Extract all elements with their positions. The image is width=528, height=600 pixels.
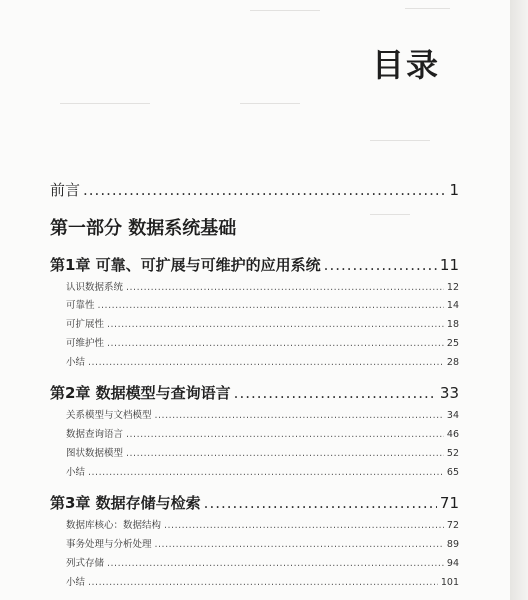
leader-dots: [164, 520, 444, 531]
toc-section-page: 25: [446, 338, 459, 349]
leader-dots: [126, 448, 444, 459]
toc-section[interactable]: [66, 536, 459, 550]
toc-section[interactable]: [66, 555, 459, 569]
toc-section-label: 小结: [66, 467, 86, 478]
toc-section-page: 65: [446, 467, 459, 478]
toc-section[interactable]: [66, 297, 459, 311]
leader-dots: [234, 384, 437, 402]
toc-section[interactable]: [66, 574, 459, 588]
toc-section-label: 可扩展性: [66, 319, 105, 330]
toc-section-label: 关系模型与文档模型: [66, 410, 152, 421]
leader-dots: [83, 181, 446, 199]
leader-dots: [107, 558, 444, 569]
toc-section-page: 101: [440, 577, 459, 588]
toc-chapter-title: 第1章 可靠、可扩展与可维护的应用系统: [50, 256, 321, 274]
toc-section[interactable]: [66, 316, 459, 330]
toc-section[interactable]: [66, 354, 459, 368]
toc-section-label: 小结: [66, 577, 86, 588]
toc-preface-label: 前言: [50, 181, 81, 199]
show-through-line: [370, 140, 430, 141]
toc-title: 目录: [371, 46, 440, 84]
toc-section-label: 事务处理与分析处理: [66, 539, 152, 550]
leader-dots: [155, 410, 444, 421]
leader-dots: [204, 494, 437, 512]
show-through-line: [60, 103, 150, 104]
toc-section-page: 46: [446, 429, 459, 440]
toc-section-label: 小结: [66, 357, 86, 368]
toc-section-page: 18: [446, 319, 459, 330]
toc-section-label: 图状数据模型: [66, 448, 124, 459]
leader-dots: [107, 338, 444, 349]
leader-dots: [88, 577, 438, 588]
toc-section-page: 28: [446, 357, 459, 368]
show-through-line: [370, 214, 410, 215]
toc-section[interactable]: [66, 426, 459, 440]
toc-section-page: 52: [446, 448, 459, 459]
toc-section-page: 89: [446, 539, 459, 550]
leader-dots: [88, 467, 444, 478]
toc-chapter[interactable]: [50, 254, 459, 275]
leader-dots: [126, 282, 444, 293]
toc-section-label: 认识数据系统: [66, 282, 124, 293]
leader-dots: [88, 357, 444, 368]
toc-section-page: 34: [446, 410, 459, 421]
show-through-line: [250, 10, 320, 11]
toc-preface-page: 1: [449, 181, 459, 199]
toc-chapter-title: 第2章 数据模型与查询语言: [50, 384, 231, 402]
part-title: 第一部分 数据系统基础: [50, 218, 237, 239]
toc-section-label: 数据库核心：数据结构: [66, 520, 162, 531]
leader-dots: [324, 256, 437, 274]
toc-preface[interactable]: [50, 179, 459, 200]
toc-chapter-page: 71: [439, 494, 459, 512]
toc-chapter[interactable]: [50, 492, 459, 513]
toc-chapter-page: 11: [439, 256, 459, 274]
show-through-line: [240, 103, 300, 104]
toc-section[interactable]: [66, 335, 459, 349]
show-through-line: [405, 8, 450, 9]
toc-chapter-page: 33: [439, 384, 459, 402]
leader-dots: [107, 319, 444, 330]
toc-section[interactable]: [66, 445, 459, 459]
toc-section-page: 14: [446, 300, 459, 311]
toc-section[interactable]: [66, 279, 459, 293]
leader-dots: [126, 429, 444, 440]
toc-section[interactable]: [66, 517, 459, 531]
toc-section-label: 数据查询语言: [66, 429, 124, 440]
toc-section-label: 可靠性: [66, 300, 95, 311]
toc-section-label: 列式存储: [66, 558, 105, 569]
leader-dots: [155, 539, 444, 550]
toc-section-label: 可维护性: [66, 338, 105, 349]
toc-chapter-title: 第3章 数据存储与检索: [50, 494, 201, 512]
toc-chapter[interactable]: [50, 382, 459, 403]
leader-dots: [98, 300, 444, 311]
toc-section-page: 12: [446, 282, 459, 293]
toc-section-page: 72: [446, 520, 459, 531]
toc-section-page: 94: [446, 558, 459, 569]
page-edge-shadow: [510, 0, 528, 600]
toc-section[interactable]: [66, 464, 459, 478]
toc-section[interactable]: [66, 407, 459, 421]
